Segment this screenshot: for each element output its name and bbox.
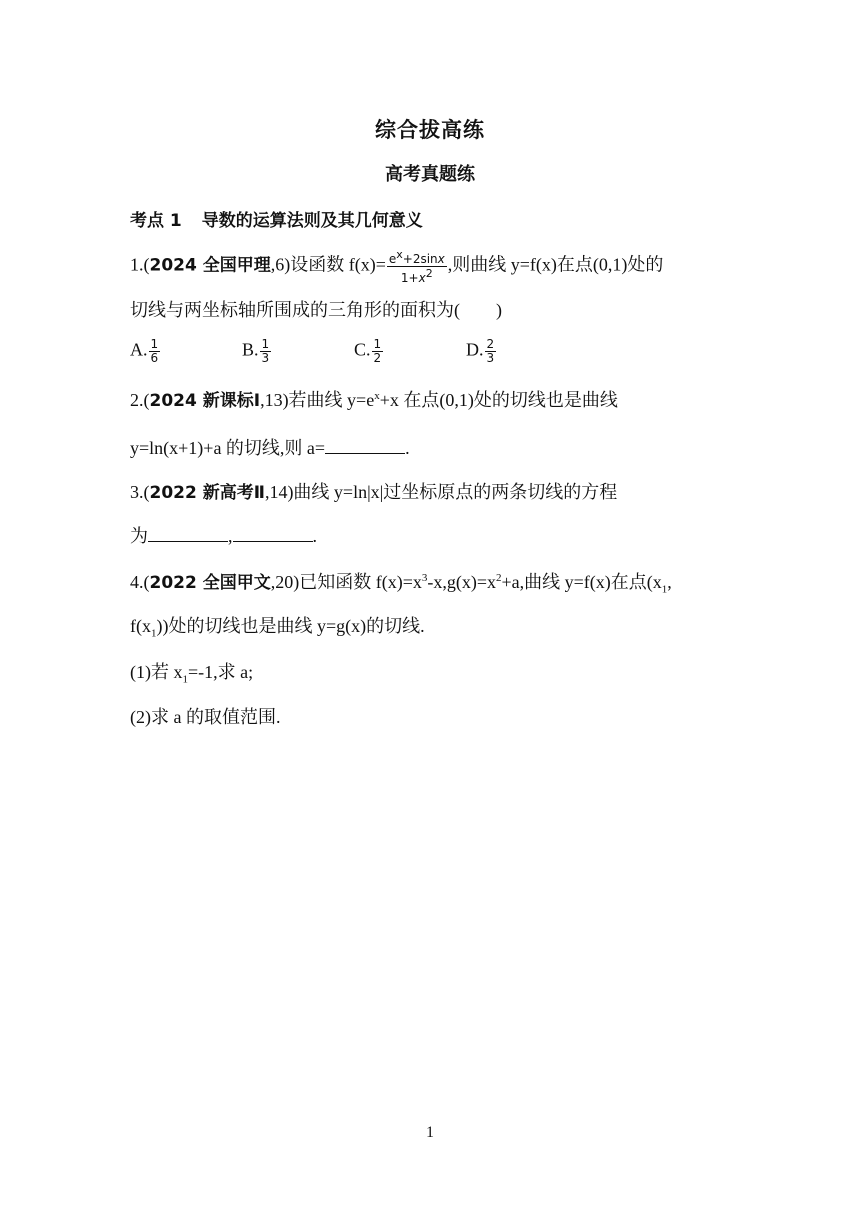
- question-text: ))处的切线也是曲线 y=g(x)的切线.: [156, 616, 425, 636]
- frac-den-base: 1+: [400, 271, 419, 285]
- section-label: 考点 1: [130, 211, 182, 231]
- question-text: ,则曲线 y=f(x)在点(0,1)处的: [447, 254, 664, 275]
- page-subtitle: 高考真题练: [385, 164, 475, 185]
- subscript: 1: [151, 627, 157, 640]
- frac-num-base: e: [388, 252, 397, 266]
- question-text: y=ln(x+1)+a 的切线,则 a=: [130, 438, 326, 458]
- frac-den-var: x: [418, 271, 426, 285]
- frac-num: 1: [261, 337, 270, 351]
- frac-num: 1: [373, 337, 382, 351]
- choice-d: [466, 338, 497, 365]
- question-number: 4.(: [130, 572, 150, 592]
- question-1-line-1: [130, 248, 663, 285]
- question-source: 2024 全国甲理: [149, 255, 271, 276]
- question-2-line-1: [130, 386, 618, 412]
- question-text: ,14)曲线 y=ln|x|过坐标原点的两条切线的方程: [264, 482, 618, 502]
- question-text: -x,g(x)=x: [427, 572, 497, 592]
- page-number: 1: [426, 1124, 434, 1141]
- choice-label: C.: [354, 339, 371, 360]
- question-text: ,: [667, 572, 672, 592]
- answer-blank[interactable]: [325, 437, 405, 454]
- choice-label: A.: [130, 339, 148, 360]
- question-text: +a,曲线 y=f(x)在点(x: [501, 572, 662, 592]
- question-text: f(x: [130, 616, 151, 636]
- section-heading: [130, 206, 423, 231]
- answer-blank[interactable]: [148, 525, 228, 542]
- frac-den: 6: [150, 351, 159, 365]
- fraction: [149, 338, 161, 365]
- fraction: [260, 338, 272, 365]
- fraction: [372, 338, 384, 365]
- superscript: 3: [421, 572, 428, 584]
- fraction: [485, 338, 497, 365]
- question-number: 3.(: [130, 482, 150, 502]
- frac-den: 3: [261, 351, 270, 365]
- frac-den-sup: 2: [425, 267, 433, 280]
- question-text: =-1,求 a;: [188, 662, 254, 682]
- question-2-line-2: [130, 434, 410, 460]
- question-4-part-2: (2)求 a 的取值范围.: [130, 707, 281, 727]
- superscript: 2: [496, 572, 502, 584]
- superscript: x: [374, 390, 380, 402]
- question-text: (1)若 x: [130, 662, 183, 682]
- answer-blank[interactable]: [233, 525, 313, 542]
- question-text: 为: [130, 526, 148, 546]
- question-4-line-1: [130, 568, 672, 596]
- subscript: 1: [182, 673, 188, 686]
- question-3-line-2: [130, 522, 317, 548]
- frac-num-tail: +2sin: [402, 252, 438, 266]
- frac-num-sup: x: [396, 248, 403, 261]
- frac-num-var: x: [437, 252, 445, 266]
- question-source: 2022 全国甲文: [149, 573, 271, 593]
- frac-num: 2: [486, 337, 495, 351]
- question-text: ,13)若曲线 y=e: [260, 390, 375, 410]
- question-1-line-2: 切线与两坐标轴所围成的三角形的面积为( ): [130, 300, 502, 320]
- question-number: 2.(: [130, 390, 150, 410]
- section-text: 导数的运算法则及其几何意义: [201, 211, 423, 231]
- question-text: ,20)已知函数 f(x)=x: [270, 572, 422, 592]
- question-4-line-2: [130, 612, 425, 640]
- question-text: .: [312, 526, 317, 546]
- page-title: 综合拔高练: [375, 118, 485, 142]
- question-text: ,: [228, 526, 233, 546]
- question-number: 1.(: [130, 254, 150, 275]
- choice-c: [354, 338, 384, 365]
- question-text: .: [405, 438, 410, 458]
- frac-den: 3: [486, 351, 495, 365]
- choice-label: D.: [466, 339, 484, 360]
- subscript: 1: [661, 583, 668, 596]
- frac-num: 1: [150, 337, 159, 351]
- question-3-line-1: [130, 478, 617, 504]
- choice-label: B.: [242, 339, 259, 360]
- choice-a: [130, 338, 161, 365]
- frac-den: 2: [373, 351, 382, 365]
- question-text: ,6)设函数 f(x)=: [270, 254, 386, 275]
- question-4-part-1: [130, 658, 253, 686]
- question-source: 2024 新课标Ⅰ: [149, 391, 261, 411]
- fraction: [387, 248, 447, 285]
- choice-b: [242, 338, 272, 365]
- question-source: 2022 新高考Ⅱ: [149, 483, 265, 503]
- question-text: +x 在点(0,1)处的切线也是曲线: [379, 390, 618, 410]
